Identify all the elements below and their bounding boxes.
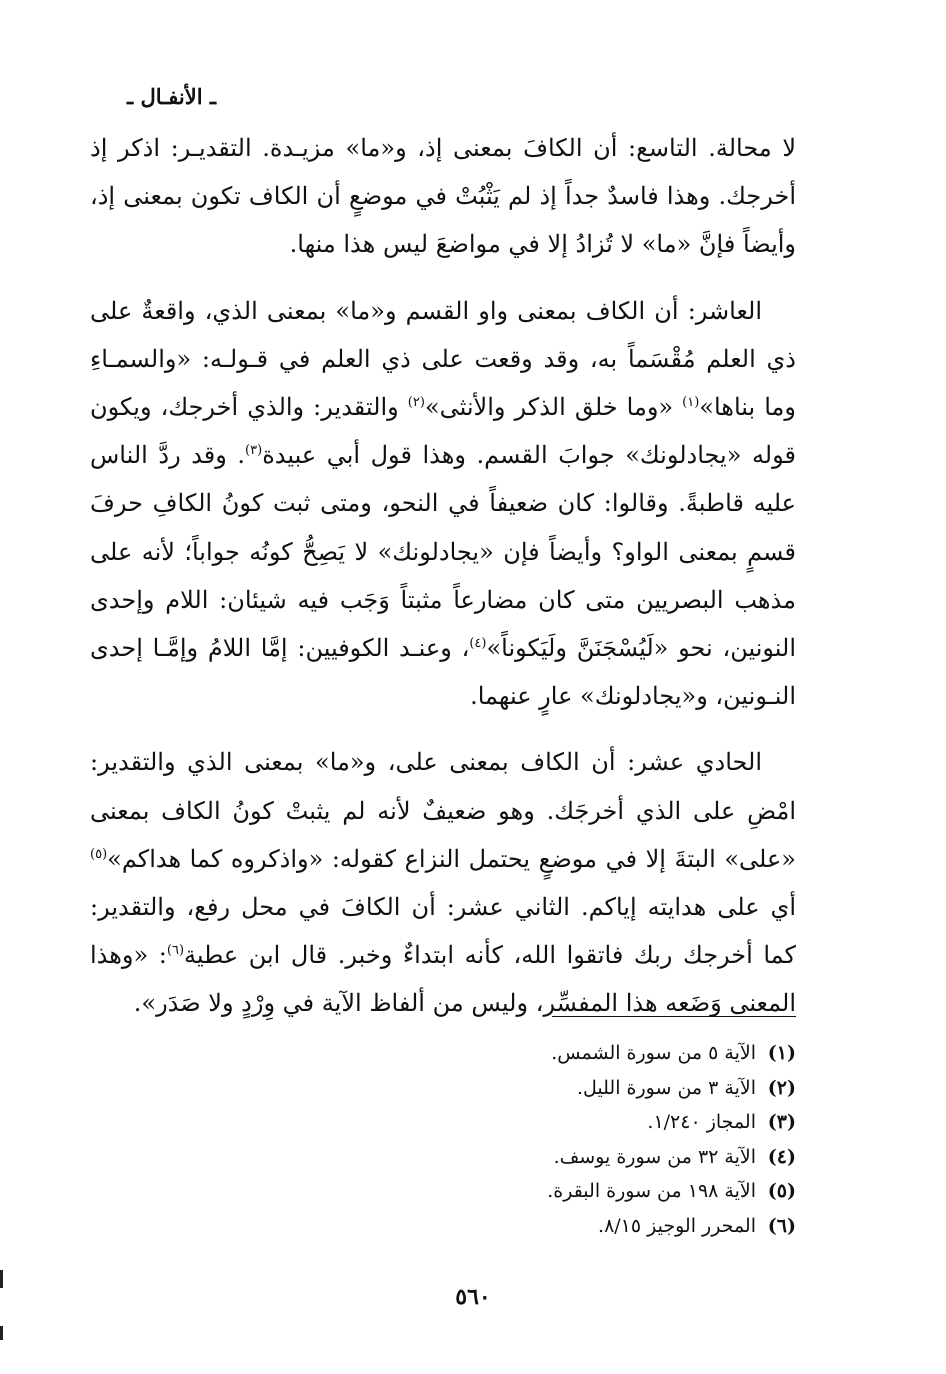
footnote-text: الآية ٣ من سورة الليل. — [576, 1076, 756, 1099]
footnote-number: (٦) — [767, 1214, 796, 1237]
footnote-item — [296, 1036, 796, 1071]
footnote-ref-5[interactable]: (٥) — [90, 846, 108, 862]
footnote-text: المجاز ١/٢٤٠. — [647, 1111, 756, 1133]
paragraph-10-text-d: . وقد ردَّ الناس عليه قاطبةً. وقالوا: كان ضعيفاً في النحو، ومتى ثبت كونُ الكافِ حرفَ قسمٍ بمعنى الواو؟ وأيضاً فإن «يجادلونك» لا يَصِحُّ كونُه جواباً؛ لأنه على مذهب البصريين متى كان مضارعاً مثبتاً وَجَب فيه شيئان: اللام وإحدى النونين، نحو «لَيُسْجَنَنَّ ولَيَكوناً» — [90, 441, 796, 663]
footnote-number: (١) — [767, 1042, 796, 1064]
paragraph-10-text-c: والتقدير: والذي أخرجك، ويكون قوله «يجادلونك» جوابَ القسم. وهذا قول أبي عبيدة — [90, 393, 796, 470]
footnote-number: (٤) — [767, 1145, 796, 1168]
footnote-item — [296, 1140, 796, 1175]
footnote-item — [296, 1209, 796, 1244]
footnote-divider — [552, 1016, 796, 1017]
page-number: ٥٦٠ — [455, 1284, 491, 1310]
paragraph-11-text-a: الحادي عشر: أن الكاف بمعنى على، و«ما» بمعنى الذي والتقدير: امْضِ على الذي أخرجَك. وهو ضعيفٌ لأنه لم يثبتْ كونُ الكاف بمعنى «على» البتةَ إلا في موضعٍ يحتمل النزاع كقوله: «واذكروه كما هداكم» — [90, 748, 796, 873]
paragraph-10-text-b: «وما خلق الذكر والأنثى» — [424, 393, 683, 422]
paragraph-11-text-b: أي على هدايته إياكم. الثاني عشر: أن الكافَ في محل رفع، والتقدير: كما أخرجك ربك فاتقوا الله، كأنه ابتداءٌ وخبر. قال ابن عطية — [90, 893, 796, 970]
scan-edge-mark — [0, 1326, 3, 1340]
footnote-ref-3[interactable]: (٣) — [245, 443, 263, 459]
paragraph-10-text-a: العاشر: أن الكاف بمعنى واو القسم و«ما» بمعنى الذي، واقعةٌ على ذي العلم مُقْسَماً به، وقد وقعت على ذي العلم في قـولـه: «والسمـاءِ وما بناها» — [90, 296, 796, 422]
paragraph-11-text-c: : «وهذا المعنى وَضَعه هذا المفسِّر، وليس من ألفاظ الآية في وِرْدٍ ولا صَدَر». — [90, 941, 796, 1018]
footnote-number: (٥) — [767, 1180, 796, 1202]
running-title: ـ الأنفـال ـ — [126, 84, 216, 109]
paragraph-11 — [90, 738, 796, 1027]
footnotes-list — [296, 1036, 796, 1243]
paragraph-9-text: لا محالة. التاسع: أن الكافَ بمعنى إذ، و«ما» مزيـدة. التقديـر: اذكر إذ أخرجك. وهذا فاسدٌ جداً إذ لم يَثْبُتْ في موضعٍ أن الكاف تكون بمعنى إذ، وأيضاً فإنَّ «ما» لا تُزادُ إلا في مواضعَ ليس هذا منها. — [90, 134, 797, 259]
footnote-text: المحرر الوجيز ٨/١٥. — [598, 1214, 756, 1237]
paragraph-10 — [90, 287, 796, 721]
footnote-number: (٢) — [767, 1076, 796, 1099]
paragraph-10-text-e: ، وعنـد الكوفيين: إمَّا اللامُ وإمَّـا إحدى النـونين، و«يجادلونك» عارٍ عنهما. — [90, 634, 796, 711]
footnote-ref-1[interactable]: (١) — [682, 395, 700, 411]
footnote-item — [296, 1071, 796, 1106]
footnote-text: الآية ١٩٨ من سورة البقرة. — [547, 1180, 756, 1202]
main-text — [90, 124, 796, 1028]
footnote-text: الآية ٥ من سورة الشمس. — [551, 1042, 756, 1064]
footnote-ref-6[interactable]: (٦) — [166, 943, 185, 959]
footnote-ref-2[interactable]: (٢) — [407, 395, 425, 411]
footnote-item — [296, 1105, 796, 1140]
footnote-ref-4[interactable]: (٤) — [469, 636, 487, 652]
paragraph-9 — [90, 124, 796, 269]
footnote-number: (٣) — [767, 1111, 796, 1133]
scan-edge-mark — [0, 1270, 3, 1288]
footnote-item — [296, 1174, 796, 1209]
footnote-text: الآية ٣٢ من سورة يوسف. — [553, 1145, 756, 1168]
